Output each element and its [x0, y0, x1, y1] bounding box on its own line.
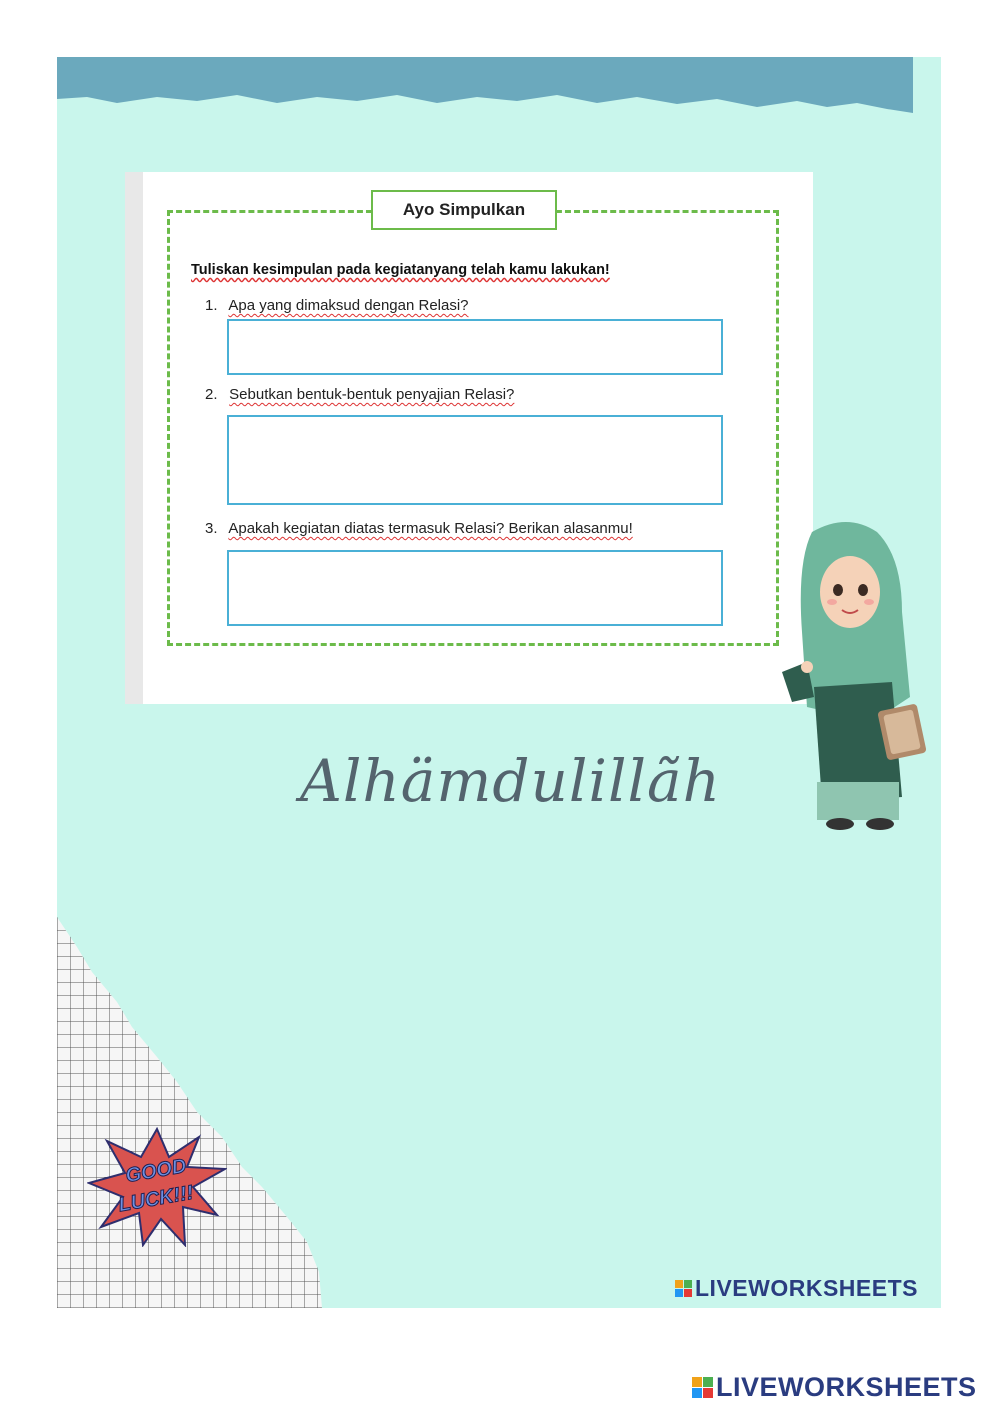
- good-luck-sticker: [87, 1127, 227, 1247]
- svg-text:LUCK!!!: LUCK!!!: [116, 1181, 196, 1217]
- section-title: Ayo Simpulkan: [371, 190, 557, 230]
- teacher-illustration: [752, 522, 932, 832]
- question-1: [205, 297, 469, 314]
- grid-paper: [57, 917, 357, 1308]
- question-text: Apakah kegiatan diatas termasuk Relasi? Berikan alasanmu!: [228, 520, 633, 537]
- closing-text: Alhämdulillãh: [300, 747, 721, 815]
- question-number: 1.: [205, 297, 218, 314]
- torn-paper-band: [57, 57, 941, 117]
- question-number: 2.: [205, 386, 218, 403]
- liveworksheets-logo-inner: [675, 1275, 918, 1302]
- worksheet-card: [125, 172, 813, 704]
- liveworksheets-logo-icon: [675, 1280, 692, 1297]
- worksheet-page: [57, 57, 941, 1308]
- question-3: [205, 520, 633, 537]
- svg-text:GOOD: GOOD: [123, 1154, 188, 1188]
- question-text: Apa yang dimaksud dengan Relasi?: [228, 297, 469, 314]
- brand-text: LIVEWORKSHEETS: [695, 1275, 918, 1301]
- instruction-text: Tuliskan kesimpulan pada kegiatanyang telah kamu lakukan!: [191, 262, 610, 278]
- question-text: Sebutkan bentuk-bentuk penyajian Relasi?: [229, 386, 515, 403]
- liveworksheets-logo-icon: [692, 1377, 713, 1398]
- liveworksheets-logo-footer[interactable]: [692, 1372, 977, 1403]
- answer-field-1[interactable]: [227, 319, 723, 375]
- answer-field-3[interactable]: [227, 550, 723, 626]
- answer-field-2[interactable]: [227, 415, 723, 505]
- question-2: [205, 386, 514, 403]
- question-number: 3.: [205, 520, 218, 537]
- brand-text: LIVEWORKSHEETS: [716, 1372, 977, 1402]
